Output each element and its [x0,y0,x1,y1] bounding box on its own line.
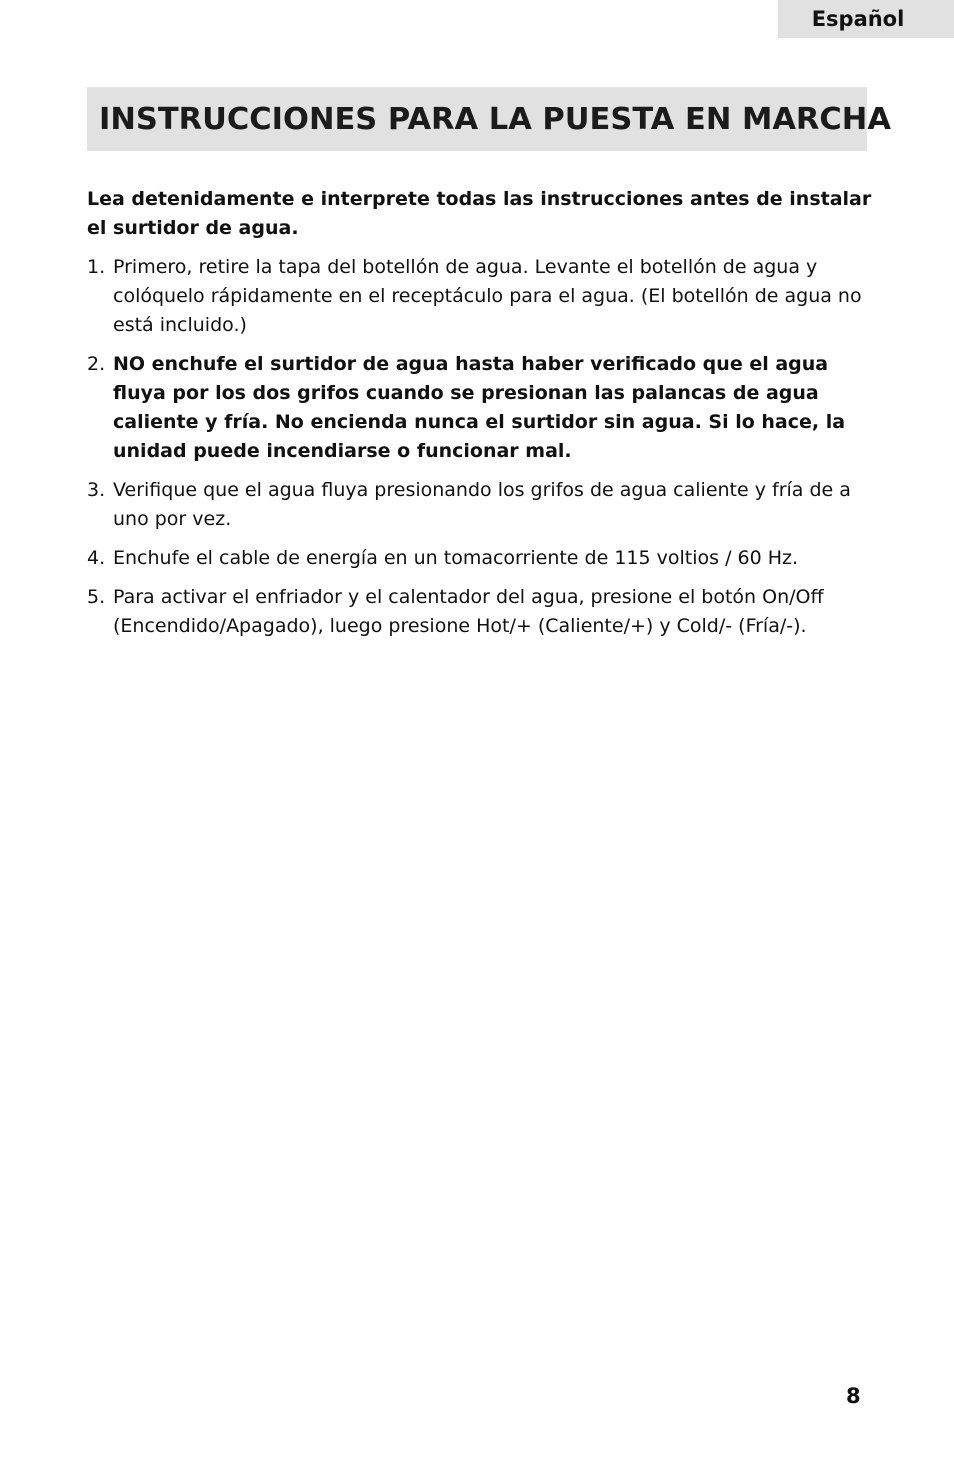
step-text: Verifique que el agua fluya presionando los grifos de agua caliente y fría de a uno por vez. [113,479,851,530]
list-item [87,544,873,573]
steps-list [87,253,873,641]
instructions-content [87,185,873,651]
step-text: Enchufe el cable de energía en un tomacorriente de 115 voltios / 60 Hz. [113,547,799,569]
list-item [87,253,873,340]
language-label: Español [811,7,905,31]
page-title: INSTRUCCIONES PARA LA PUESTA EN MARCHA [99,101,891,137]
list-item [87,476,873,534]
step-warning-text: NO enchufe el surtidor de agua hasta haber verificado que el agua fluya por los dos grifos cuando se presionan las palancas de agua caliente y fría. No encienda nunca el surtidor sin agua. Si lo hace, la unidad puede incendiarse o funcionar mal. [113,353,846,462]
list-item [87,350,873,466]
language-tab [778,0,954,38]
step-number: 2. [87,353,106,375]
page-number: 8 [846,1384,861,1408]
section-title-bar [87,87,891,151]
step-number: 1. [87,256,106,278]
step-number: 3. [87,479,106,501]
step-number: 4. [87,547,106,569]
intro-text: Lea detenidamente e interprete todas las instrucciones antes de instalar el surtidor de agua. [87,188,872,239]
step-number: 5. [87,586,106,608]
list-item [87,583,873,641]
step-text: Para activar el enfriador y el calentador del agua, presione el botón On/Off (Encendido/Apagado), luego presione Hot/+ (Caliente/+) y Cold/- (Fría/-). [113,586,824,637]
step-text: Primero, retire la tapa del botellón de agua. Levante el botellón de agua y colóquelo rápidamente en el receptáculo para el agua. (El botellón de agua no está incluido.) [113,256,862,336]
